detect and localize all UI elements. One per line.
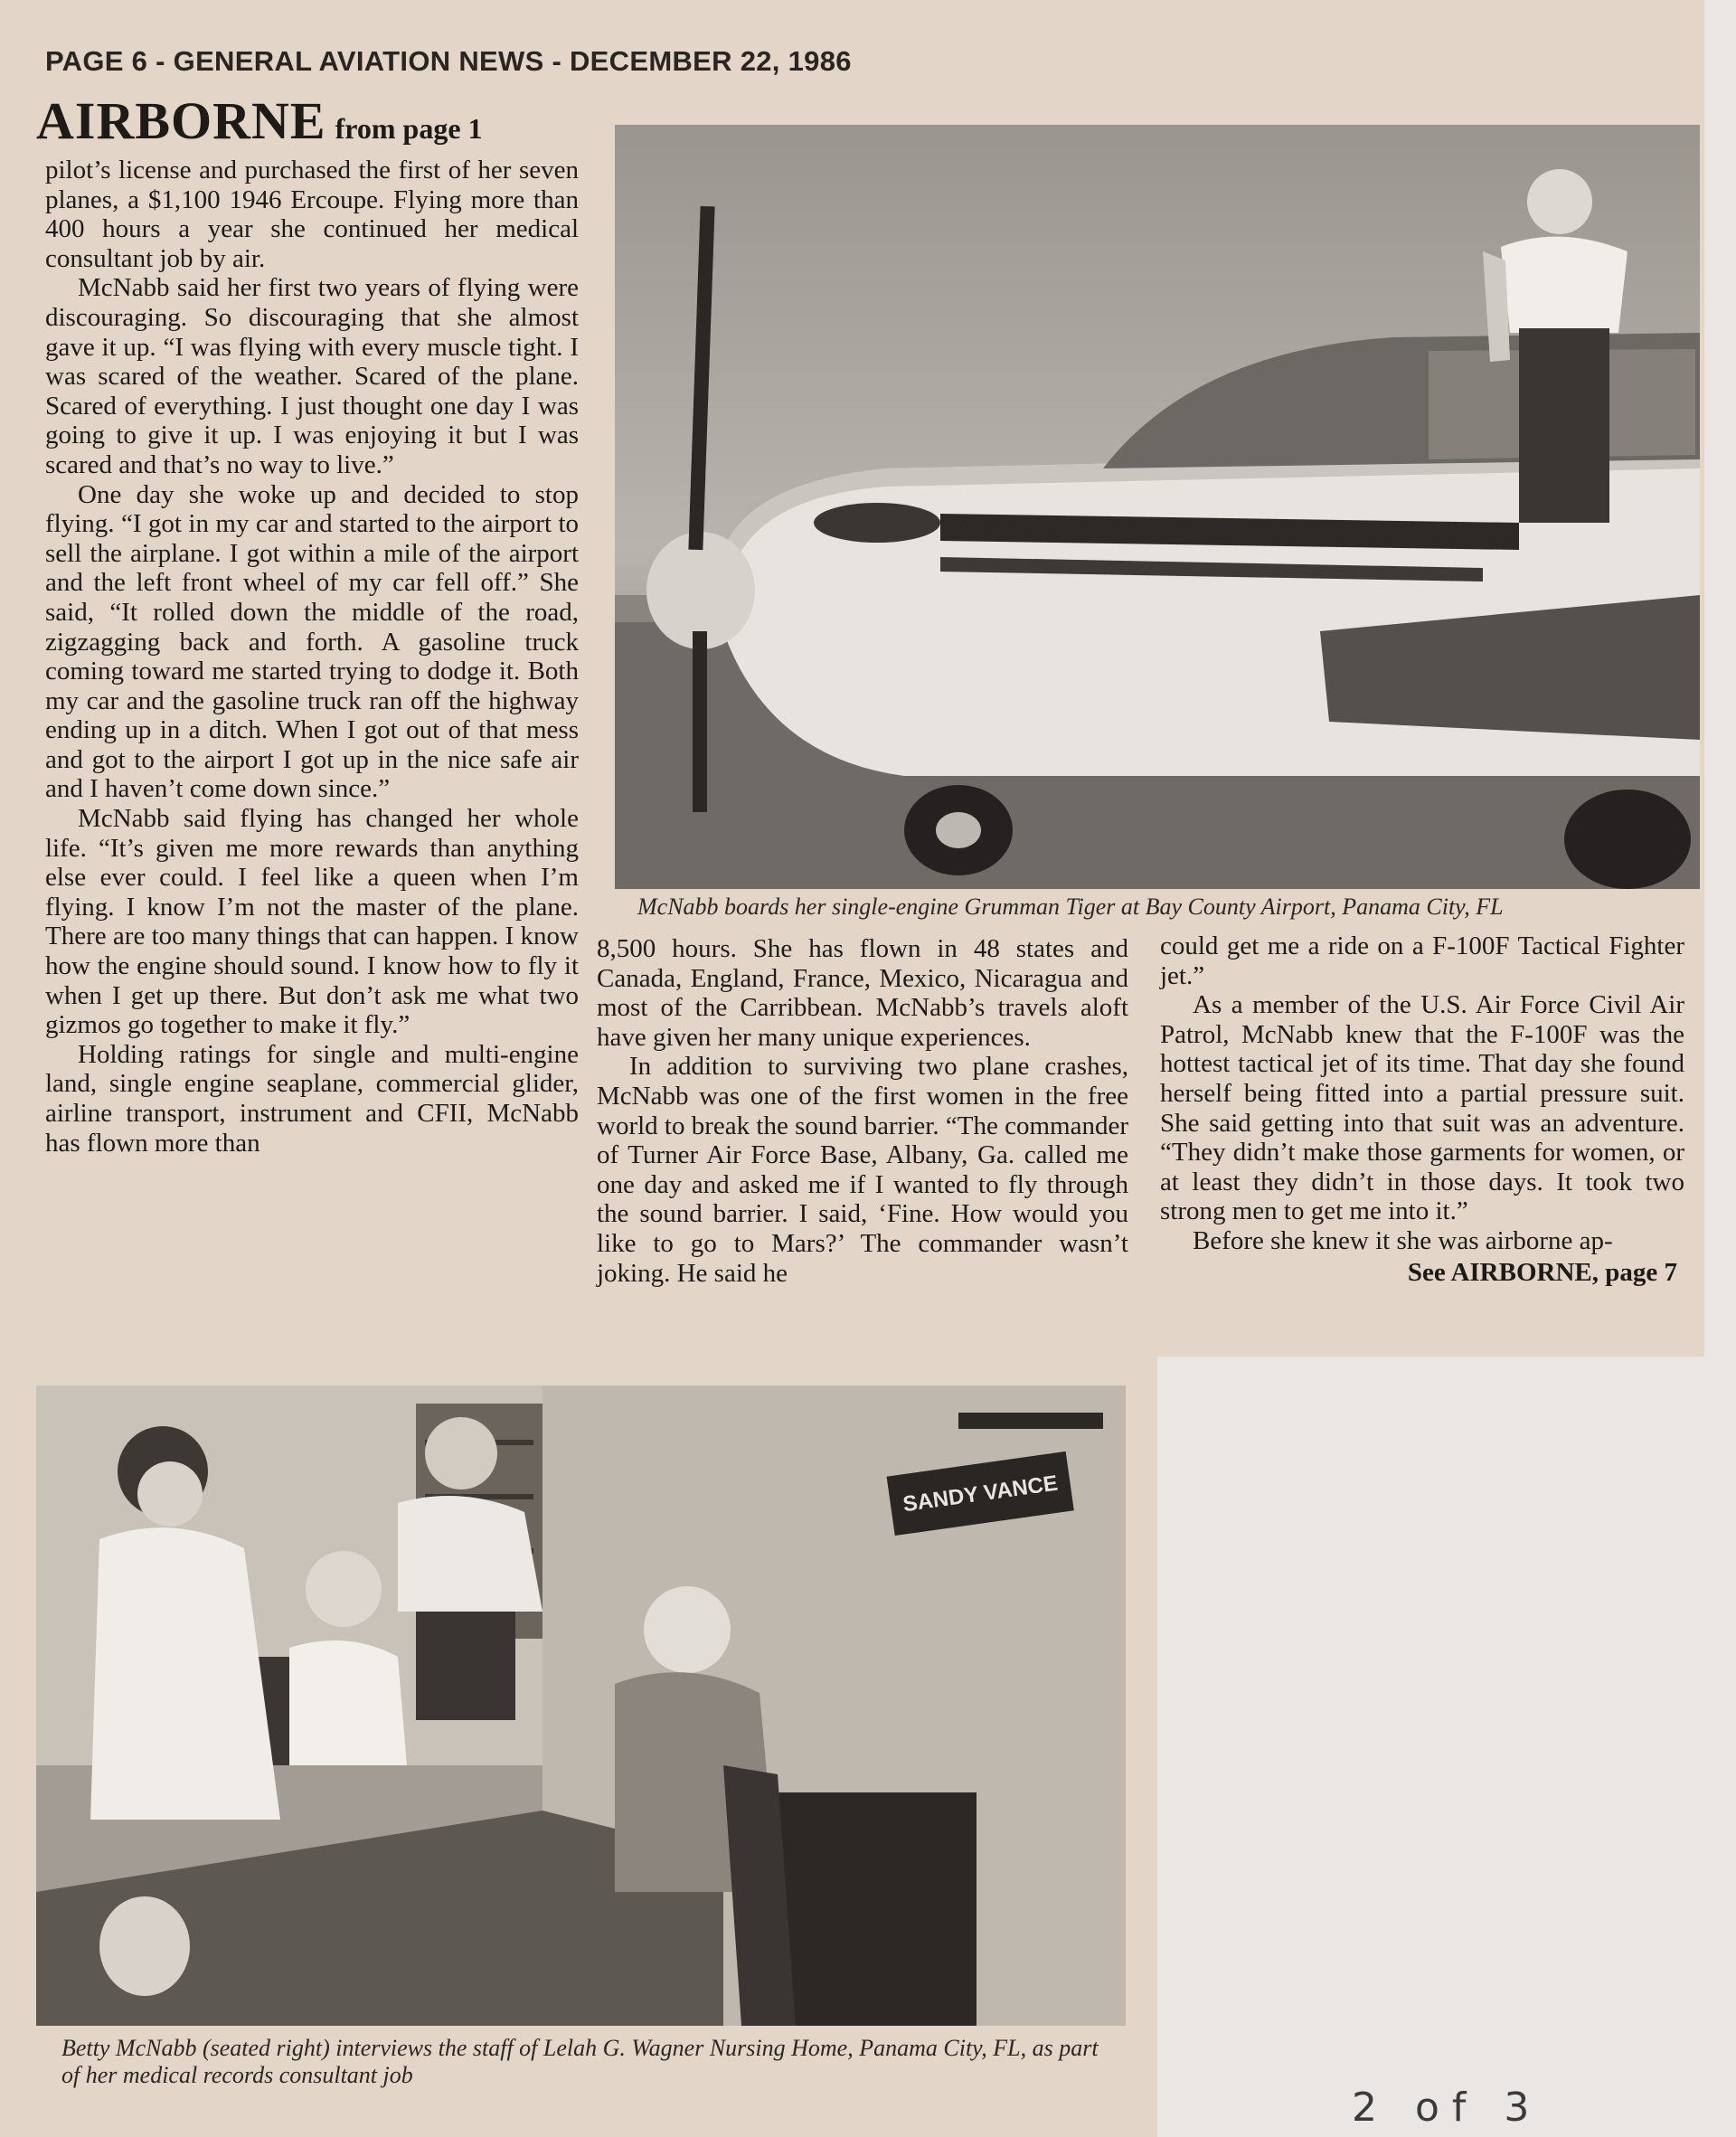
office-staff-photo bbox=[36, 1385, 1126, 2026]
article-headline bbox=[36, 90, 483, 151]
continued-jump-line: See AIRBORNE, page 7 bbox=[1407, 1257, 1677, 1287]
nameplate-text: SANDY VANCE bbox=[901, 1470, 1060, 1518]
photo-caption-office: Betty McNabb (seated right) interviews the staff of Lelah G. Wagner Nursing Home, Panama City, FL, as part of her medical records consultant job bbox=[61, 2035, 1099, 2088]
paragraph: Before she knew it she was airborne ap- bbox=[1193, 1225, 1613, 1255]
headline-title: AIRBORNE bbox=[36, 91, 326, 150]
article-column-3 bbox=[1160, 931, 1684, 1287]
article-column-1 bbox=[45, 156, 579, 1158]
paragraph: could get me a ride on a F-100F Tactical Fighter jet.” bbox=[1160, 931, 1684, 990]
handwritten-page-note: 2 of 3 bbox=[1352, 2085, 1543, 2131]
airplane-photo bbox=[615, 125, 1700, 889]
paragraph: Holding ratings for single and multi-engine land, single engine seaplane, commercial glider, airline transport, instrument and CFII, McNabb has flown more than bbox=[45, 1039, 579, 1158]
page-header: PAGE 6 - GENERAL AVIATION NEWS - DECEMBER 22, 1986 bbox=[45, 45, 852, 77]
paragraph: pilot’s license and purchased the first of her seven planes, a $1,100 1946 Ercoupe. Flying more than 400 hours a year she continued her medical consultant job by air. bbox=[45, 156, 579, 273]
photo-caption-airplane: McNabb boards her single-engine Grumman Tiger at Bay County Airport, Panama City, FL bbox=[637, 894, 1504, 920]
paragraph: As a member of the U.S. Air Force Civil Air Patrol, McNabb knew that the F-100F was the hottest tactical jet of its time. That day she found herself being fitted into a partial pressure suit. She said getting into that suit was an adventure. “They didn’t make those garments for women, or at least they didn’t in those days. It took two strong men to get me into it.” bbox=[1160, 990, 1684, 1226]
article-column-2 bbox=[597, 934, 1128, 1288]
paragraph: In addition to surviving two plane crashes, McNabb was one of the first women in the free world to break the sound barrier. “The commander of Turner Air Force Base, Albany, Ga. called me one day and asked me if I wanted to fly through the sound barrier. I said, ‘Fine. How would you like to go to Mars?’ The commander wasn’t joking. He said he bbox=[597, 1052, 1128, 1288]
paragraph: McNabb said flying has changed her whole life. “It’s given me more rewards than anything else ever could. I feel like a queen when I’m flying. I know I’m not the master of the plane. There are too many things that can happen. I know how the engine should sound. I know how to fly it when I get up there. But don’t ask me what two gizmos go together to make it fly.” bbox=[45, 804, 579, 1040]
headline-subtitle: from page 1 bbox=[335, 112, 483, 145]
paragraph: One day she woke up and decided to stop flying. “I got in my car and started to the airport to sell the airplane. I got within a mile of the airport and the left front wheel of my car fell off.” She said, “It rolled down the middle of the road, zigzagging back and forth. A gasoline truck coming toward me started trying to dodge it. Both my car and the gasoline truck ran off the highway ending up in a ditch. When I got out of that mess and got to the airport I got up in the nice safe air and I haven’t come down since.” bbox=[45, 479, 579, 804]
paragraph: 8,500 hours. She has flown in 48 states and Canada, England, France, Mexico, Nicaragua and most of the Carribbean. McNabb’s travels aloft have given her many unique experiences. bbox=[597, 934, 1128, 1052]
paragraph: McNabb said her first two years of flying were discouraging. So discouraging that she almost gave it up. “I was flying with every muscle tight. I was scared of the weather. Scared of the plane. Scared of everything. I just thought one day I was going to give it up. I was enjoying it but I was scared and that’s no way to live.” bbox=[45, 273, 579, 479]
